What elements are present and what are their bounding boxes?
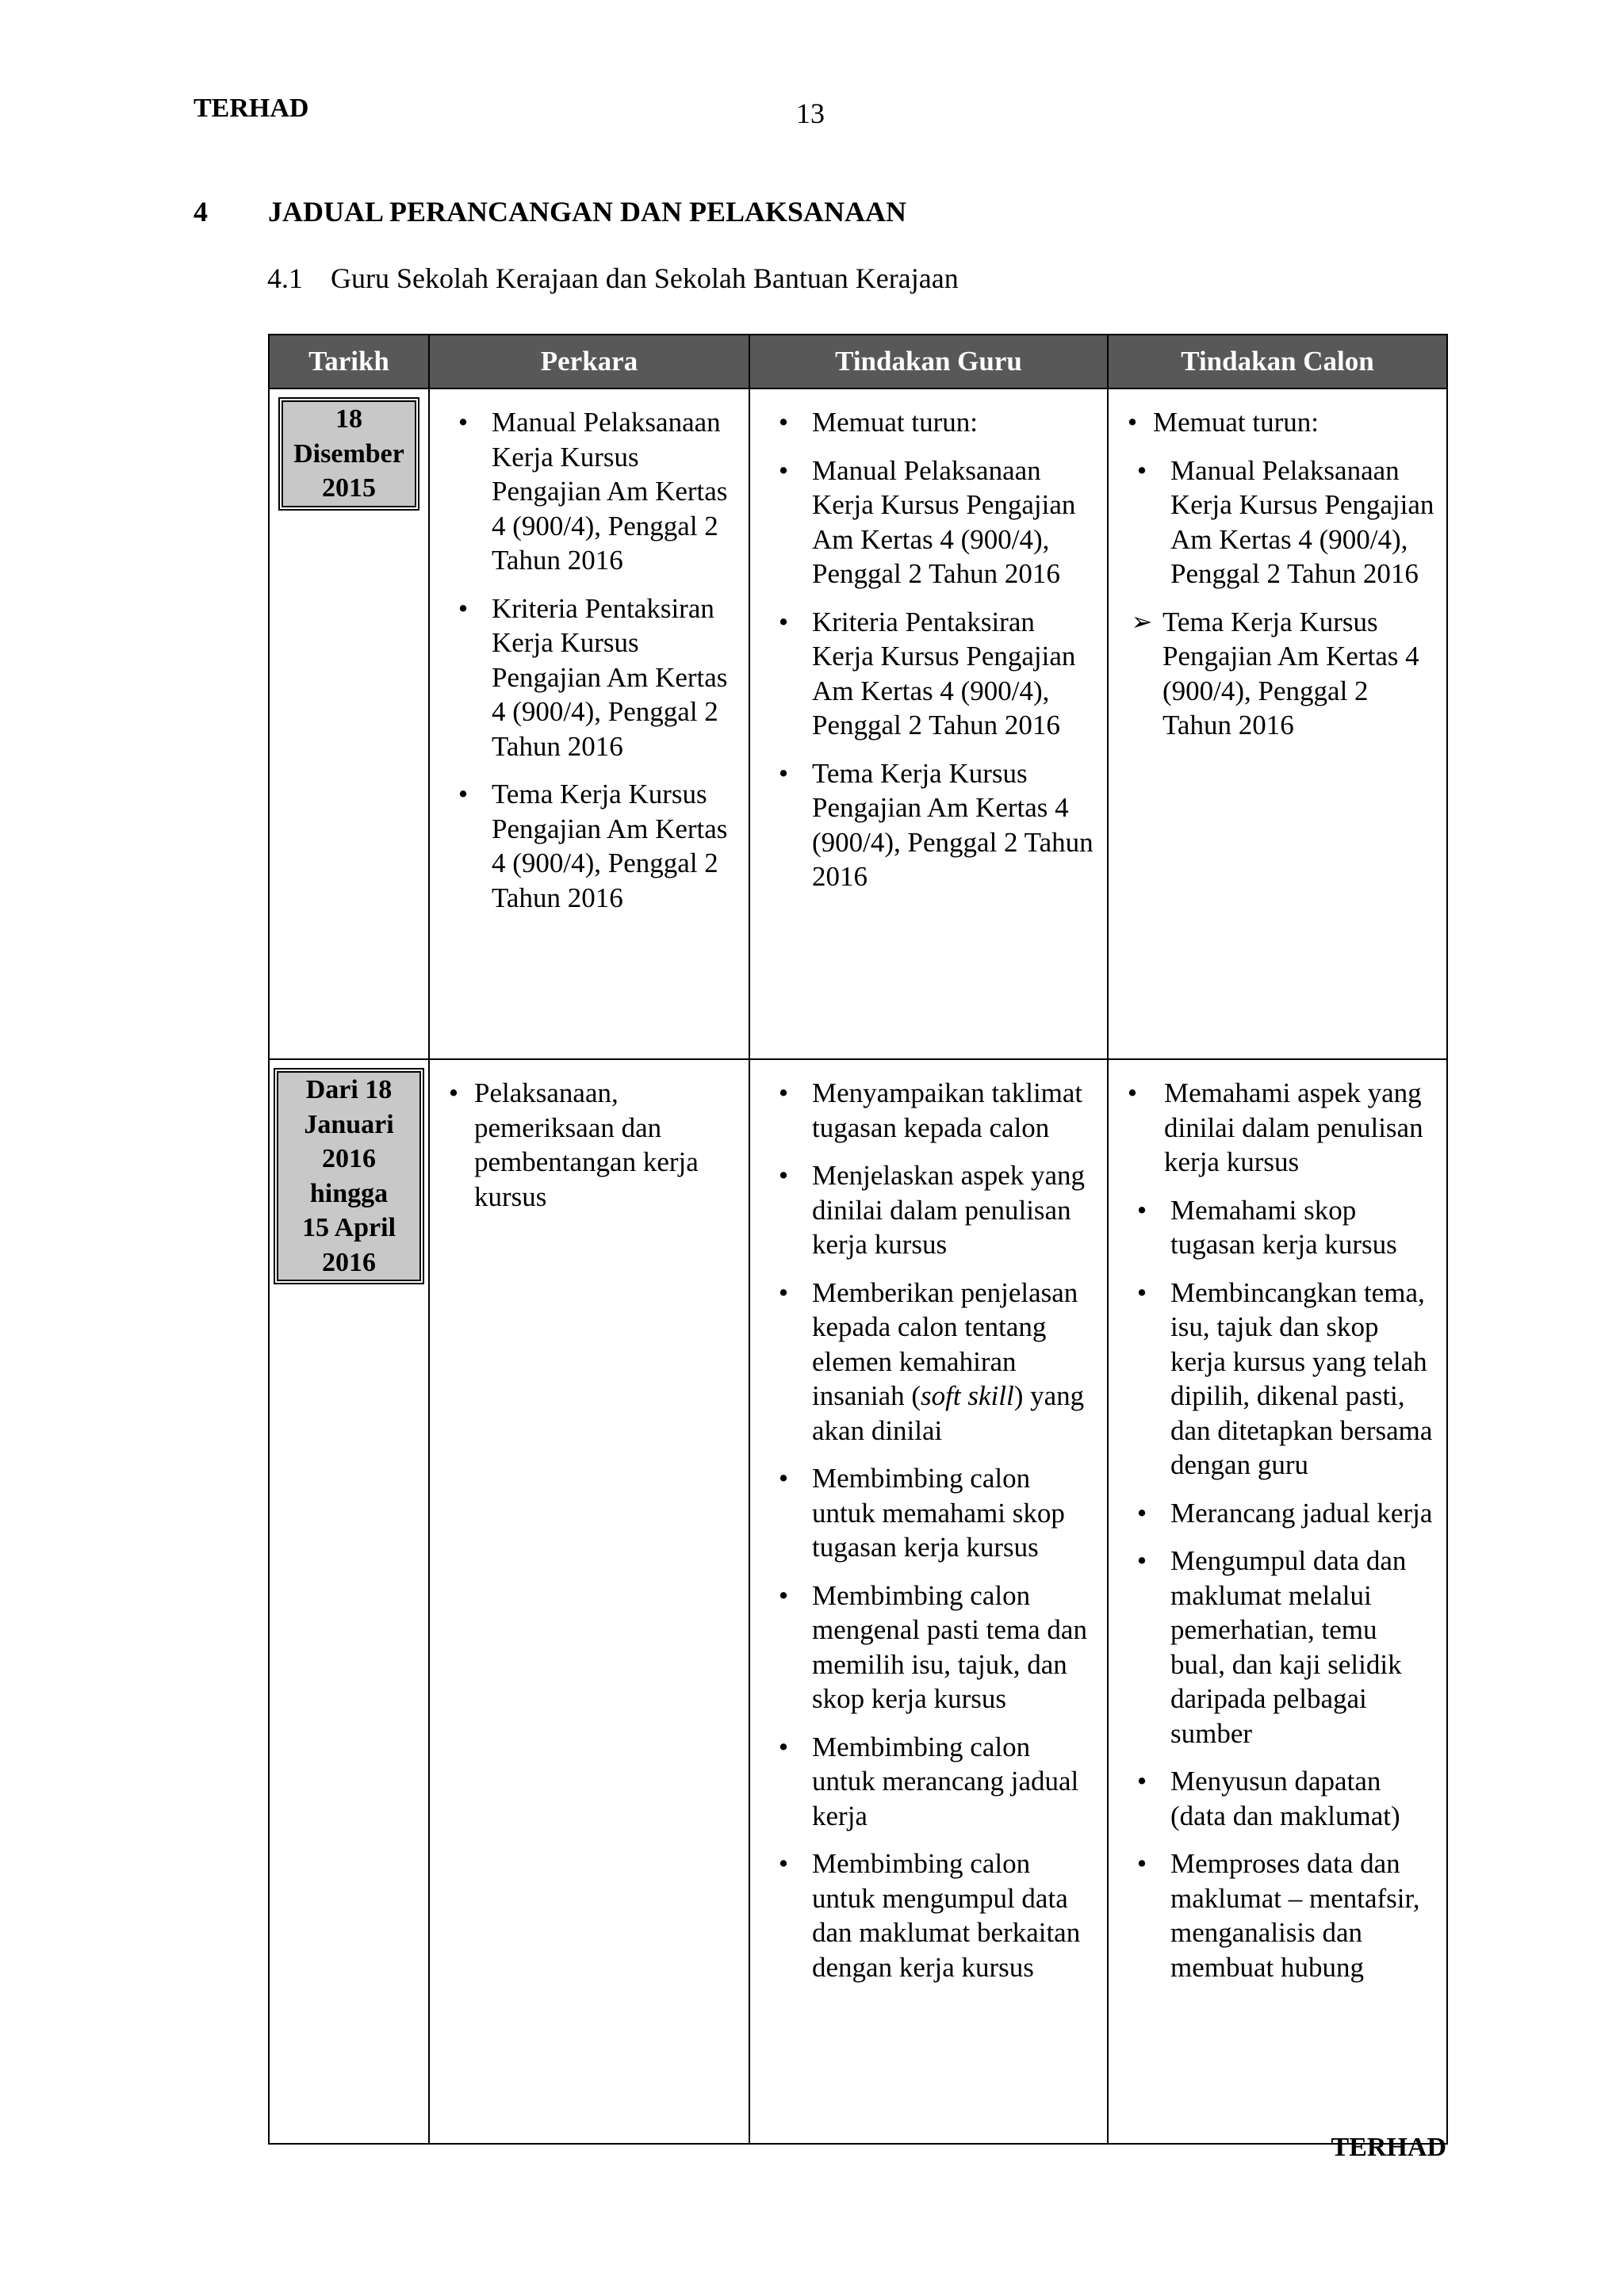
list-item-text: Memuat turun: bbox=[1153, 407, 1319, 438]
soft-skill-term: soft skill bbox=[921, 1380, 1014, 1411]
list-item bbox=[1109, 1544, 1437, 1751]
list-item-text: Kriteria Pentaksiran Kerja Kursus Pengajian Am Kertas 4 (900/4), Penggal 2 Tahun 2016 bbox=[812, 606, 1076, 740]
tindakan-calon-list bbox=[1109, 405, 1437, 743]
table-row bbox=[269, 388, 1447, 1059]
column-header-tindakan-calon: Tindakan Calon bbox=[1108, 335, 1447, 388]
list-item bbox=[1109, 1764, 1437, 1833]
list-item-text: Memahami aspek yang dinilai dalam penulisan kerja kursus bbox=[1164, 1077, 1423, 1177]
arrow-bullet-icon: ➢ bbox=[1131, 607, 1153, 636]
list-item-text: Kriteria Pentaksiran Kerja Kursus Pengajian Am Kertas 4 (900/4), Penggal 2 Tahun 2016 bbox=[492, 592, 728, 762]
bullet-icon: • bbox=[778, 1160, 789, 1191]
list-item bbox=[1109, 405, 1437, 440]
list-item-text: Tema Kerja Kursus Pengajian Am Kertas 4 (900/4), Penggal 2 Tahun 2016 bbox=[812, 757, 1094, 892]
list-item-text: Membimbing calon untuk merancang jadual kerja bbox=[812, 1731, 1079, 1831]
list-item-text: Menyampaikan taklimat tugasan kepada calon bbox=[812, 1077, 1083, 1143]
bullet-icon: • bbox=[1127, 1077, 1138, 1108]
column-header-perkara: Perkara bbox=[429, 335, 749, 388]
list-item-text: Tema Kerja Kursus Pengajian Am Kertas 4 (900/4), Penggal 2 Tahun 2016 bbox=[492, 779, 728, 913]
bullet-icon: • bbox=[778, 606, 789, 637]
bullet-icon: • bbox=[778, 1463, 789, 1494]
bullet-icon: • bbox=[458, 779, 469, 809]
planning-table bbox=[268, 334, 1448, 2145]
list-item-text: Membimbing calon untuk mengumpul data dan maklumat berkaitan dengan kerja kursus bbox=[812, 1848, 1081, 1983]
table-row bbox=[269, 1059, 1447, 2144]
section-heading bbox=[193, 195, 906, 228]
perkara-list bbox=[430, 1076, 739, 1214]
bullet-icon: • bbox=[778, 757, 789, 789]
list-item bbox=[750, 405, 1097, 440]
list-item-text: Pelaksanaan, pemeriksaan dan pembentangan kerja kursus bbox=[474, 1077, 699, 1212]
list-item bbox=[750, 1158, 1097, 1262]
tindakan-calon-cell bbox=[1108, 1059, 1447, 2144]
date-line: 18 bbox=[335, 404, 362, 434]
list-item bbox=[430, 1076, 739, 1214]
bullet-icon: • bbox=[1136, 1194, 1147, 1226]
list-item-text-part: Memberikan penjelasan kepada calon tentang elemen kemahiran insaniah ( bbox=[812, 1276, 1078, 1411]
list-item bbox=[750, 1578, 1097, 1716]
bullet-icon: • bbox=[778, 1848, 789, 1879]
list-item bbox=[1109, 1276, 1437, 1483]
section-number: 4 bbox=[193, 196, 208, 228]
bullet-icon: • bbox=[778, 454, 789, 486]
page-number: 13 bbox=[796, 98, 825, 129]
footer-classification: TERHAD bbox=[1331, 2133, 1446, 2162]
date-box bbox=[277, 1071, 421, 1281]
date-cell bbox=[269, 388, 429, 1059]
date-line: Januari bbox=[304, 1109, 394, 1139]
tindakan-guru-list bbox=[750, 405, 1097, 894]
tindakan-calon-list bbox=[1109, 1076, 1437, 1984]
tindakan-calon-cell bbox=[1108, 388, 1447, 1059]
section-title: JADUAL PERANCANGAN DAN PELAKSANAAN bbox=[268, 196, 907, 228]
subsection-title: Guru Sekolah Kerajaan dan Sekolah Bantuan Kerajaan bbox=[331, 262, 959, 294]
date-cell bbox=[269, 1059, 429, 2144]
perkara-cell bbox=[429, 388, 749, 1059]
list-item bbox=[430, 405, 739, 578]
list-item-text: Tema Kerja Kursus Pengajian Am Kertas 4 (900/4), Penggal 2 Tahun 2016 bbox=[1162, 606, 1419, 740]
date-line: Dari 18 bbox=[305, 1075, 393, 1104]
list-item bbox=[750, 1730, 1097, 1834]
list-item bbox=[1109, 453, 1437, 591]
list-item-text: Mengumpul data dan maklumat melalui pemerhatian, temu bual, dan kaji selidik daripada pelbagai sumber bbox=[1170, 1545, 1407, 1749]
list-item-text-part: ) yang akan dinilai bbox=[812, 1380, 1085, 1446]
list-item-text: Manual Pelaksanaan Kerja Kursus Pengajian Am Kertas 4 (900/4), Penggal 2 Tahun 2016 bbox=[492, 407, 728, 576]
date-box bbox=[282, 400, 416, 507]
list-item bbox=[750, 605, 1097, 743]
bullet-icon: • bbox=[778, 407, 789, 438]
tindakan-guru-cell bbox=[749, 388, 1108, 1059]
column-header-tarikh: Tarikh bbox=[269, 335, 429, 388]
list-item-text: Menyusun dapatan (data dan maklumat) bbox=[1170, 1766, 1400, 1831]
list-item-text: Memuat turun: bbox=[812, 407, 978, 438]
list-item bbox=[1109, 1496, 1437, 1531]
date-line: 2016 bbox=[322, 1247, 376, 1277]
list-item bbox=[1109, 605, 1437, 743]
list-item-text: Membincangkan tema, isu, tajuk dan skop kerja kursus yang telah dipilih, dikenal pasti, dan ditetapkan bersama dengan guru bbox=[1170, 1276, 1433, 1480]
list-item bbox=[750, 453, 1097, 591]
list-item-text: Manual Pelaksanaan Kerja Kursus Pengajian Am Kertas 4 (900/4), Penggal 2 Tahun 2016 bbox=[1170, 454, 1434, 589]
list-item bbox=[430, 777, 739, 915]
list-item bbox=[750, 1461, 1097, 1565]
list-item bbox=[750, 1846, 1097, 1984]
list-item-text: Membimbing calon untuk memahami skop tugasan kerja kursus bbox=[812, 1463, 1065, 1563]
list-item-text: Manual Pelaksanaan Kerja Kursus Pengajian Am Kertas 4 (900/4), Penggal 2 Tahun 2016 bbox=[812, 454, 1076, 589]
list-item-text: Merancang jadual kerja bbox=[1170, 1497, 1433, 1529]
date-line: hingga bbox=[309, 1178, 389, 1208]
date-line: Disember bbox=[293, 438, 404, 469]
list-item bbox=[1109, 1076, 1437, 1180]
list-item bbox=[750, 1276, 1097, 1448]
table-header-row bbox=[269, 335, 1447, 388]
subsection-number: 4.1 bbox=[267, 262, 303, 294]
tindakan-guru-list bbox=[750, 1076, 1097, 1984]
bullet-icon: • bbox=[1136, 1276, 1147, 1308]
list-item bbox=[430, 591, 739, 764]
list-item-text: Menjelaskan aspek yang dinilai dalam penulisan kerja kursus bbox=[812, 1160, 1086, 1260]
bullet-icon: • bbox=[1136, 1766, 1147, 1797]
bullet-icon: • bbox=[1127, 407, 1138, 438]
bullet-icon: • bbox=[1136, 1545, 1147, 1576]
column-header-tindakan-guru: Tindakan Guru bbox=[749, 335, 1108, 388]
subsection-heading bbox=[267, 262, 959, 295]
bullet-icon: • bbox=[778, 1077, 789, 1108]
header-classification: TERHAD bbox=[193, 94, 309, 123]
list-item-text: Membimbing calon mengenal pasti tema dan memilih isu, tajuk, dan skop kerja kursus bbox=[812, 1579, 1087, 1714]
bullet-icon: • bbox=[458, 592, 469, 624]
bullet-icon: • bbox=[778, 1276, 789, 1308]
list-item bbox=[1109, 1193, 1437, 1262]
perkara-list bbox=[430, 405, 739, 915]
date-line: 2016 bbox=[322, 1144, 376, 1173]
bullet-icon: • bbox=[778, 1731, 789, 1762]
list-item bbox=[1109, 1846, 1437, 1984]
date-line: 15 April bbox=[301, 1213, 396, 1242]
tindakan-guru-cell bbox=[749, 1059, 1108, 2144]
list-item-text bbox=[812, 1277, 1084, 1446]
list-item bbox=[750, 756, 1097, 894]
bullet-icon: • bbox=[778, 1579, 789, 1611]
list-item-text: Memproses data dan maklumat – mentafsir, menganalisis dan membuat hubung bbox=[1170, 1848, 1420, 1983]
bullet-icon: • bbox=[1136, 454, 1147, 486]
bullet-icon: • bbox=[448, 1077, 459, 1108]
bullet-icon: • bbox=[1136, 1497, 1147, 1529]
bullet-icon: • bbox=[1136, 1848, 1147, 1879]
date-line: 2015 bbox=[322, 473, 376, 503]
list-item bbox=[750, 1076, 1097, 1145]
perkara-cell bbox=[429, 1059, 749, 2144]
list-item-text: Memahami skop tugasan kerja kursus bbox=[1170, 1194, 1397, 1260]
bullet-icon: • bbox=[458, 407, 469, 438]
